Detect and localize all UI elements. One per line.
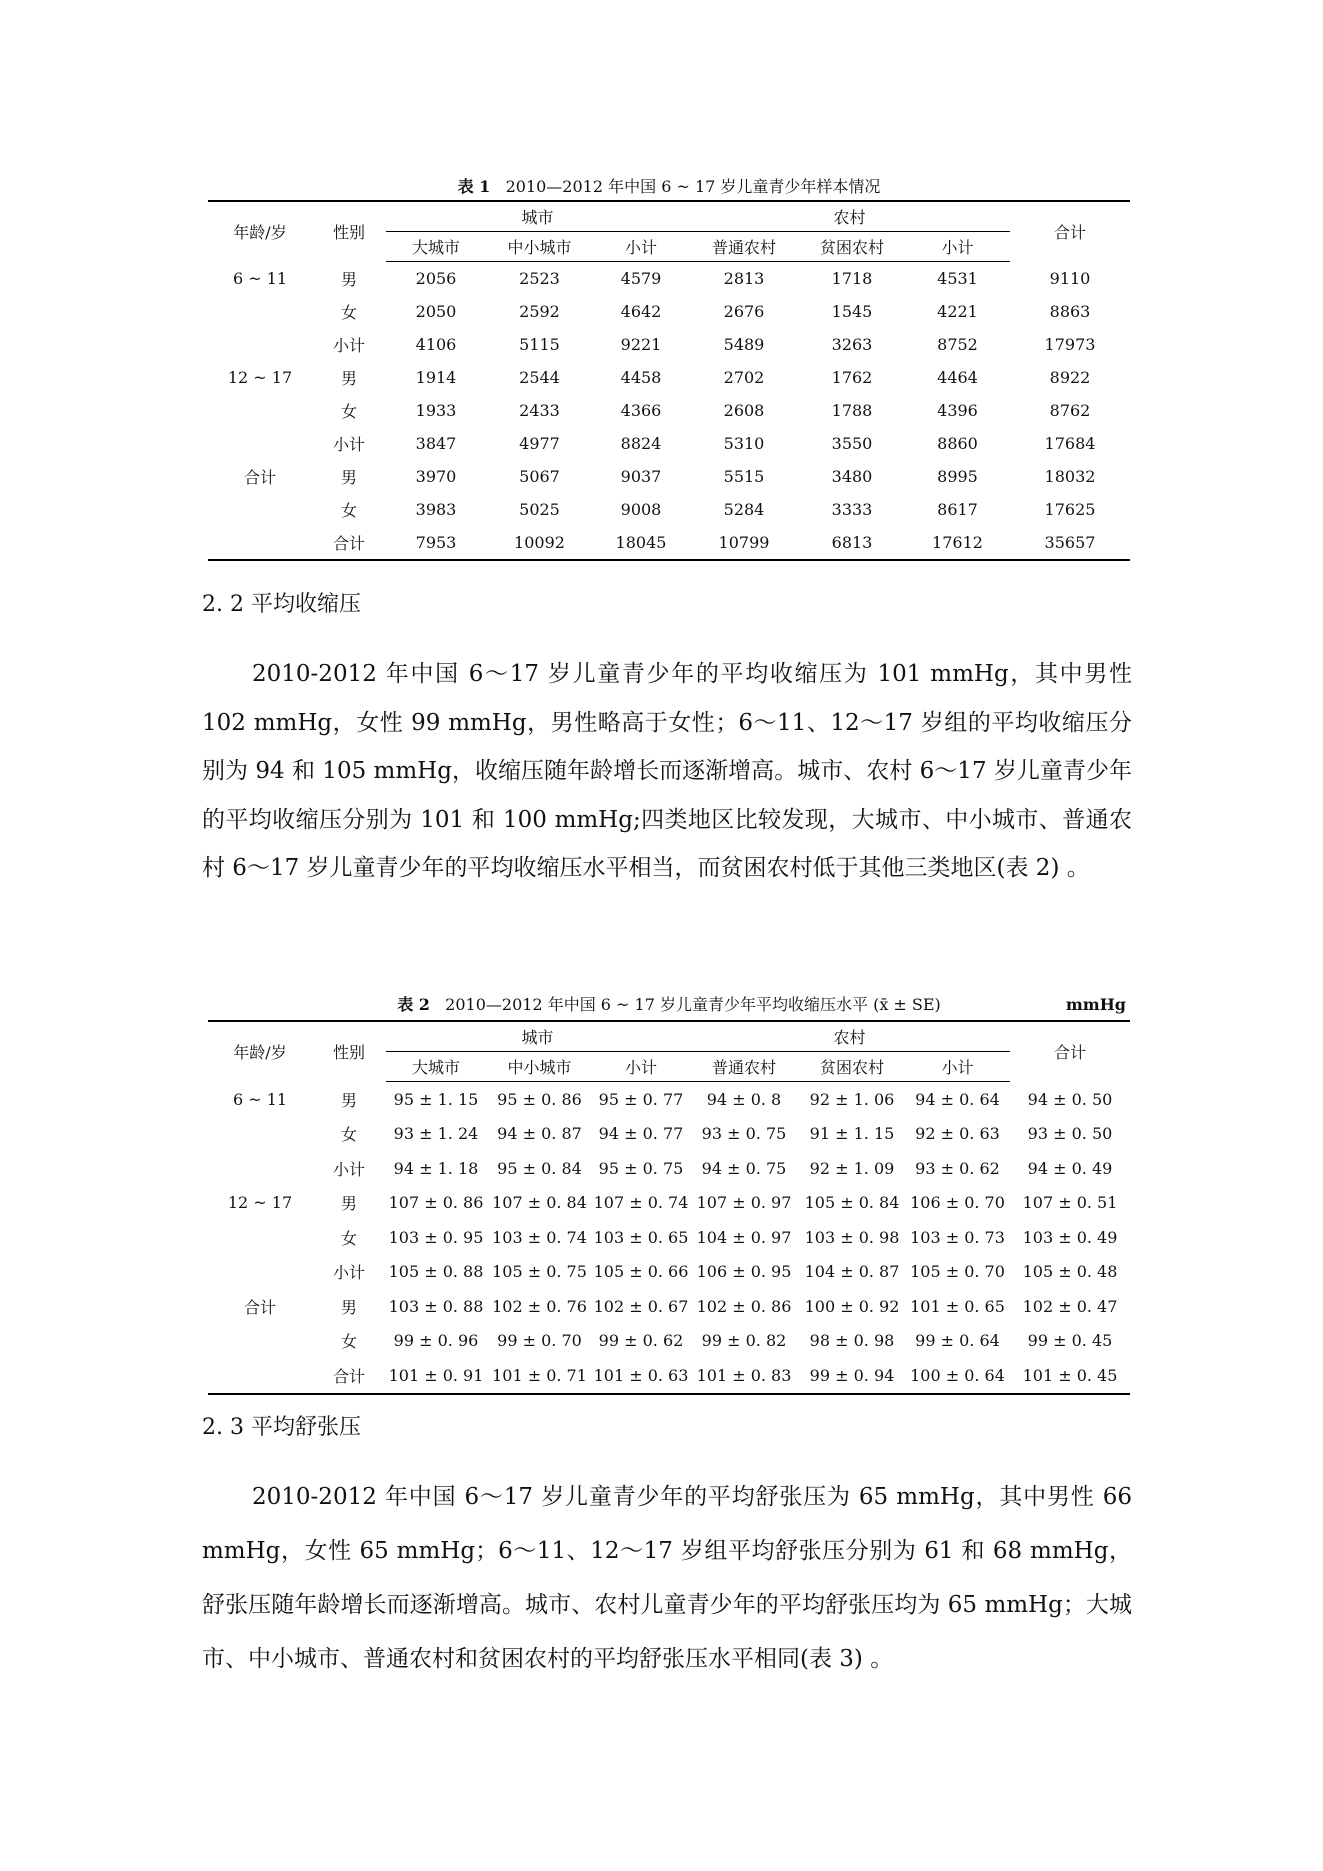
section23-heading: 2. 3 平均舒张压 (202, 1415, 361, 1440)
table-cell: 94 ± 0. 8 (706, 1089, 782, 1109)
table-cell: 9008 (620, 500, 662, 519)
row-age: 6 ~ 11 (232, 1089, 288, 1109)
table-cell: 1718 (831, 269, 873, 288)
row-sex: 男 (340, 369, 357, 388)
t2-header-age: 年龄/岁 (233, 1043, 287, 1063)
t1-subheader: 小计 (593, 232, 689, 262)
section23-paragraph: 2010-2012 年中国 6～17 岁儿童青少年的平均舒张压为 65 mmHg，其中男性 66 mmHg，女性 65 mmHg；6～11、12～17 岁组平均舒张压分别为 61 和 68 mmHg，舒张压随年龄增长而逐渐增高。城市、农村儿童青少年的平均舒张压均为 65 mmHg；大城市、中小城市、普通农村和贫困农村的平均舒张压水平相同(表 3) 。 (202, 1484, 1132, 1672)
table-cell: 105 ± 0. 66 (593, 1262, 689, 1282)
t2-subheader: 小计 (593, 1052, 689, 1082)
table-cell: 2702 (723, 368, 765, 387)
table-row (208, 1117, 1130, 1152)
section22-paragraph: 2010-2012 年中国 6～17 岁儿童青少年的平均收缩压为 101 mmHg，其中男性 102 mmHg，女性 99 mmHg，男性略高于女性；6～11、12～17 岁组的平均收缩压分别为 94 和 105 mmHg，收缩压随年龄增长而逐渐增高。城市、农村 6～17 岁儿童青少年的平均收缩压分别为 101 和 100 mmHg;四类地区比较发现，大城市、中小城市、普通农村 6～17 岁儿童青少年的平均收缩压水平相当，而贫困农村低于其他三类地区(表 2) 。 (202, 661, 1132, 881)
table-cell: 4579 (620, 269, 662, 288)
table-cell: 2050 (415, 302, 457, 321)
table-cell: 4396 (937, 401, 978, 420)
row-age: 合计 (243, 1297, 276, 1317)
row-age (208, 1151, 312, 1186)
table-row (208, 526, 1130, 560)
table2-block (208, 994, 1130, 1395)
table-cell: 4106 (415, 335, 457, 354)
table1-caption-label: 表 1 (457, 177, 491, 196)
table-cell: 17973 (1044, 335, 1096, 354)
table2-caption (208, 994, 1130, 1016)
table-cell: 100 ± 0. 64 (910, 1365, 1005, 1385)
table-cell: 100 ± 0. 92 (804, 1296, 900, 1316)
table-cell: 4642 (620, 302, 662, 321)
table-cell: 3333 (831, 500, 873, 519)
t1-header-city: 城市 (386, 201, 689, 232)
row-age (208, 493, 312, 526)
table-cell: 17684 (1044, 434, 1096, 453)
t2-subheader: 大城市 (386, 1052, 486, 1082)
table-cell: 107 ± 0. 84 (492, 1193, 587, 1213)
table-cell: 94 ± 0. 75 (701, 1158, 787, 1178)
table-row (208, 295, 1130, 328)
t1-subheader: 中小城市 (486, 232, 593, 262)
table-cell: 9110 (1049, 268, 1091, 288)
table-cell: 103 ± 0. 95 (388, 1227, 484, 1247)
table-cell: 103 ± 0. 49 (1022, 1227, 1118, 1247)
table-cell: 104 ± 0. 97 (696, 1227, 792, 1247)
t2-header-total: 合计 (1053, 1043, 1086, 1063)
table-cell: 8995 (937, 467, 978, 486)
t2-header-city: 城市 (386, 1021, 689, 1052)
table-cell: 5310 (723, 434, 765, 453)
row-age (208, 526, 312, 560)
table-cell: 5489 (723, 335, 765, 354)
row-age (208, 1358, 312, 1394)
t1-subheader: 小计 (905, 232, 1010, 262)
row-age (208, 1255, 312, 1290)
table-cell: 103 ± 0. 74 (492, 1227, 587, 1247)
table2-caption-text: 2010—2012 年中国 6 ~ 17 岁儿童青少年平均收缩压水平 (x̄ ± SE) (445, 995, 941, 1014)
table-cell: 98 ± 0. 98 (809, 1331, 895, 1351)
table-row (208, 328, 1130, 361)
row-sex: 男 (340, 269, 357, 289)
t1-subheader: 大城市 (386, 232, 486, 262)
table-cell: 102 ± 0. 47 (1022, 1296, 1118, 1316)
table-cell: 35657 (1044, 533, 1096, 552)
table2-body (208, 1082, 1130, 1394)
table-cell: 103 ± 0. 88 (388, 1296, 484, 1316)
table-cell: 107 ± 0. 51 (1022, 1193, 1118, 1213)
table-cell: 9037 (620, 467, 662, 486)
section23-paragraph-block (202, 1470, 1132, 1686)
table-cell: 99 ± 0. 96 (393, 1331, 479, 1351)
t1-subheader: 贫困农村 (799, 232, 905, 262)
row-sex: 男 (340, 468, 357, 487)
table-cell: 17612 (932, 533, 983, 552)
table-cell: 2544 (519, 368, 560, 387)
table-cell: 93 ± 0. 75 (701, 1124, 787, 1144)
table-cell: 94 ± 0. 49 (1027, 1158, 1113, 1178)
section22-paragraph-block (202, 650, 1132, 893)
table-cell: 99 ± 0. 64 (915, 1331, 1000, 1351)
table-cell: 4531 (937, 269, 978, 288)
table-cell: 3550 (831, 434, 873, 453)
table-cell: 103 ± 0. 73 (910, 1227, 1005, 1247)
table-cell: 101 ± 0. 45 (1022, 1365, 1118, 1385)
table-cell: 5115 (519, 335, 560, 354)
table-cell: 107 ± 0. 97 (696, 1193, 792, 1213)
table-cell: 18032 (1044, 467, 1096, 486)
row-sex: 小计 (332, 1263, 365, 1283)
table-cell: 1545 (831, 302, 873, 321)
table-cell: 3263 (831, 335, 873, 354)
table-cell: 95 ± 1. 15 (393, 1089, 479, 1109)
table-cell: 2813 (723, 269, 765, 288)
table-cell: 102 ± 0. 86 (696, 1296, 792, 1316)
table-cell: 93 ± 0. 50 (1027, 1124, 1113, 1144)
table-cell: 95 ± 0. 77 (598, 1089, 684, 1109)
table-cell: 95 ± 0. 86 (497, 1089, 582, 1109)
table-cell: 3480 (831, 467, 873, 486)
row-sex: 女 (340, 1228, 357, 1248)
t1-subheader: 普通农村 (689, 232, 799, 262)
table-cell: 2433 (519, 401, 560, 420)
table-cell: 4464 (937, 368, 978, 387)
table-cell: 8824 (620, 434, 662, 453)
table-cell: 106 ± 0. 95 (696, 1262, 792, 1282)
table-cell: 103 ± 0. 98 (804, 1227, 900, 1247)
table-cell: 5284 (723, 500, 765, 519)
table-cell: 105 ± 0. 88 (388, 1262, 484, 1282)
row-sex: 男 (340, 1194, 357, 1214)
table-row (208, 1358, 1130, 1394)
table-cell: 4977 (519, 434, 560, 453)
row-sex: 女 (340, 303, 357, 322)
t2-subheader: 贫困农村 (799, 1052, 905, 1082)
table-cell: 93 ± 0. 62 (915, 1158, 1000, 1178)
table-cell: 105 ± 0. 70 (910, 1262, 1005, 1282)
table-cell: 99 ± 0. 70 (497, 1331, 582, 1351)
table-cell: 5515 (723, 467, 765, 486)
table2-unit: mmHg (1065, 995, 1126, 1014)
table-cell: 94 ± 1. 18 (393, 1158, 479, 1178)
table-cell: 17625 (1044, 500, 1096, 519)
table-cell: 92 ± 1. 06 (809, 1089, 895, 1109)
table-row (208, 1186, 1130, 1221)
row-age (208, 295, 312, 328)
table-cell: 92 ± 1. 09 (809, 1158, 895, 1178)
table-cell: 18045 (615, 533, 667, 552)
table-cell: 1788 (831, 401, 873, 420)
table-cell: 95 ± 0. 84 (497, 1158, 582, 1178)
table-cell: 10092 (514, 533, 565, 552)
table-cell: 107 ± 0. 74 (593, 1193, 689, 1213)
row-age (208, 1220, 312, 1255)
table-cell: 2676 (723, 302, 765, 321)
table-row (208, 427, 1130, 460)
table-cell: 10799 (718, 533, 770, 552)
table-cell: 3970 (415, 467, 457, 486)
table1-caption (208, 176, 1130, 198)
t1-header-total: 合计 (1053, 223, 1086, 243)
row-age (208, 328, 312, 361)
t1-header-age: 年龄/岁 (233, 223, 287, 243)
table-cell: 103 ± 0. 65 (593, 1227, 689, 1247)
table-row (208, 1220, 1130, 1255)
table-cell: 2523 (519, 269, 560, 288)
table-cell: 105 ± 0. 75 (492, 1262, 587, 1282)
row-sex: 男 (340, 1090, 357, 1110)
table-cell: 1762 (831, 368, 873, 387)
table-cell: 101 ± 0. 83 (696, 1365, 792, 1385)
table-cell: 9221 (620, 335, 662, 354)
row-age (208, 394, 312, 427)
table-row (208, 394, 1130, 427)
table-cell: 3983 (415, 500, 457, 519)
table-cell: 107 ± 0. 86 (388, 1193, 484, 1213)
row-sex: 小计 (332, 336, 365, 355)
table-cell: 99 ± 0. 94 (809, 1365, 895, 1385)
table-cell: 94 ± 0. 50 (1027, 1089, 1113, 1109)
table2 (208, 1020, 1130, 1395)
table-cell: 99 ± 0. 82 (701, 1331, 787, 1351)
table-cell: 8617 (937, 500, 978, 519)
table-cell: 105 ± 0. 48 (1022, 1262, 1118, 1282)
row-sex: 女 (340, 501, 357, 520)
table1 (208, 200, 1130, 561)
table-row (208, 1255, 1130, 1290)
row-sex: 合计 (332, 534, 365, 553)
t2-subheader: 中小城市 (486, 1052, 593, 1082)
table-cell: 94 ± 0. 77 (598, 1124, 684, 1144)
t2-subheader: 普通农村 (689, 1052, 799, 1082)
row-age (208, 1324, 312, 1359)
table-row (208, 1082, 1130, 1117)
row-sex: 合计 (332, 1366, 365, 1386)
table-cell: 2056 (415, 269, 457, 288)
table-row (208, 1289, 1130, 1324)
row-age (208, 1117, 312, 1152)
t1-header-rural: 农村 (689, 201, 1010, 232)
table-cell: 101 ± 0. 63 (593, 1365, 689, 1385)
row-age: 12 ~ 17 (227, 1193, 293, 1213)
table-cell: 101 ± 0. 91 (388, 1365, 484, 1385)
table-cell: 4366 (620, 401, 662, 420)
table-cell: 92 ± 0. 63 (915, 1124, 1000, 1144)
table-row (208, 361, 1130, 394)
table-cell: 5025 (519, 500, 560, 519)
table-cell: 8863 (1049, 302, 1091, 321)
table-cell: 4458 (620, 368, 662, 387)
table-cell: 6813 (831, 533, 873, 552)
table-cell: 2592 (519, 302, 560, 321)
row-age: 6 ~ 11 (232, 268, 288, 288)
table-cell: 94 ± 0. 87 (497, 1124, 582, 1144)
table-cell: 8860 (937, 434, 978, 453)
table-cell: 102 ± 0. 67 (593, 1296, 689, 1316)
table-cell: 4221 (937, 302, 978, 321)
table1-body (208, 262, 1130, 561)
table-cell: 1933 (415, 401, 457, 420)
table-row (208, 1151, 1130, 1186)
row-sex: 女 (340, 1332, 357, 1352)
table-cell: 8922 (1049, 368, 1091, 387)
t1-header-sex: 性别 (332, 223, 365, 243)
row-sex: 女 (340, 402, 357, 421)
t2-subheader: 小计 (905, 1052, 1010, 1082)
t2-header-sex: 性别 (332, 1043, 365, 1063)
table-cell: 105 ± 0. 84 (804, 1193, 900, 1213)
table-cell: 94 ± 0. 64 (915, 1089, 1000, 1109)
table-row (208, 262, 1130, 296)
row-sex: 小计 (332, 1159, 365, 1179)
table1-block (208, 176, 1130, 561)
row-age (208, 427, 312, 460)
table-cell: 5067 (519, 467, 560, 486)
table-cell: 8752 (937, 335, 978, 354)
table-cell: 2608 (723, 401, 765, 420)
table-cell: 3847 (415, 434, 457, 453)
table-cell: 8762 (1049, 401, 1091, 420)
table-cell: 104 ± 0. 87 (804, 1262, 900, 1282)
table-cell: 101 ± 0. 71 (492, 1365, 587, 1385)
table-cell: 1914 (415, 368, 457, 387)
row-age: 12 ~ 17 (227, 368, 293, 387)
section22-heading: 2. 2 平均收缩压 (202, 592, 361, 617)
table-row (208, 460, 1130, 493)
table-cell: 91 ± 1. 15 (809, 1124, 895, 1144)
row-age: 合计 (243, 468, 276, 487)
row-sex: 男 (340, 1297, 357, 1317)
table-cell: 101 ± 0. 65 (910, 1296, 1005, 1316)
table-row (208, 493, 1130, 526)
table-cell: 93 ± 1. 24 (393, 1124, 479, 1144)
table1-caption-text: 2010—2012 年中国 6 ~ 17 岁儿童青少年样本情况 (505, 177, 881, 196)
table-cell: 106 ± 0. 70 (910, 1193, 1005, 1213)
t2-header-rural: 农村 (689, 1021, 1010, 1052)
table-cell: 99 ± 0. 62 (598, 1331, 684, 1351)
table-cell: 99 ± 0. 45 (1027, 1331, 1113, 1351)
table-cell: 7953 (415, 533, 457, 552)
table-cell: 102 ± 0. 76 (492, 1296, 587, 1316)
row-sex: 女 (340, 1125, 357, 1145)
table-cell: 95 ± 0. 75 (598, 1158, 684, 1178)
table2-caption-label: 表 2 (397, 995, 430, 1014)
row-sex: 小计 (332, 435, 365, 454)
table-row (208, 1324, 1130, 1359)
